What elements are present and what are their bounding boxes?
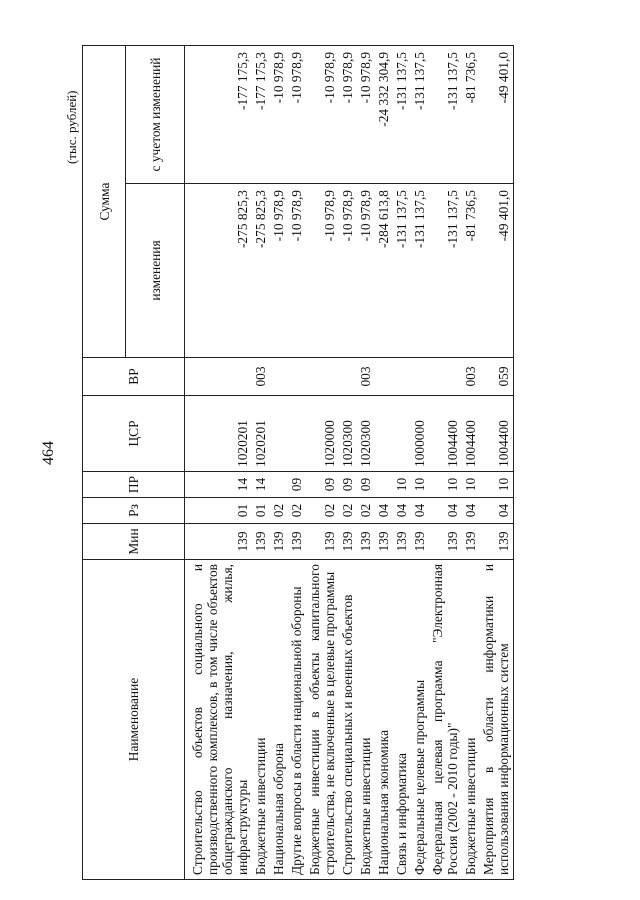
row-rz-cell: 01 [189,498,252,524]
row-vr-cell [270,358,288,396]
row-min-cell: 139 [270,524,288,560]
row-min-cell: 139 [411,524,429,560]
row-csr-cell [288,396,306,472]
row-changes-cell: -275 825,3 [189,184,252,358]
header-sum: Сумма [83,45,126,357]
header-name: Наименование [83,560,185,880]
table-row [189,45,252,879]
row-changes-cell: -275 825,3 [252,184,270,358]
row-name-cell: Строительство специальных и военных объектов [339,560,357,880]
row-with-changes-cell: -131 137,5 [393,45,411,183]
row-rz-cell: 02 [270,498,288,524]
row-min-cell: 139 [462,524,480,560]
row-rz-cell: 04 [375,498,393,524]
row-rz-cell: 04 [429,498,462,524]
row-with-changes-cell: -131 137,5 [411,45,429,183]
row-changes-cell: -10 978,9 [339,184,357,358]
row-name-cell: Мероприятия в области информатики и использования информационных систем [480,560,514,880]
row-pr-cell: 09 [306,472,339,498]
row-min-cell: 139 [288,524,306,560]
row-pr-cell: 14 [189,472,252,498]
row-with-changes-cell: -177 175,3 [189,45,252,183]
row-rz-cell: 04 [411,498,429,524]
row-min-cell: 139 [375,524,393,560]
row-pr-cell [270,472,288,498]
row-changes-cell: -10 978,9 [357,184,375,358]
header-rz: Рз [83,498,185,524]
row-name-cell: Национальная оборона [270,560,288,880]
row-name-cell: Бюджетные инвестиции [462,560,480,880]
row-min-cell: 139 [393,524,411,560]
row-min-cell: 139 [357,524,375,560]
row-changes-cell: -81 736,5 [462,184,480,358]
row-csr-cell: 1000000 [411,396,429,472]
row-csr-cell: 1020201 [189,396,252,472]
row-csr-cell: 1004400 [480,396,514,472]
row-pr-cell: 09 [339,472,357,498]
row-min-cell: 139 [306,524,339,560]
row-csr-cell: 1004400 [462,396,480,472]
header-csr: ЦСР [83,396,185,472]
row-name-cell: Бюджетные инвестиции в объекты капитального строительства, не включенные в целевые программы [306,560,339,880]
row-changes-cell: -284 613,8 [375,184,393,358]
units-label: (тыс. рублей) [64,90,79,164]
row-rz-cell: 04 [393,498,411,524]
row-with-changes-cell: -10 978,9 [306,45,339,183]
row-name-cell: Связь и информатика [393,560,411,880]
row-changes-cell: -10 978,9 [270,184,288,358]
row-with-changes-cell: -10 978,9 [339,45,357,183]
table-row [306,45,339,879]
row-with-changes-cell: -49 401,0 [480,45,514,183]
table-row [252,45,270,879]
row-min-cell: 139 [429,524,462,560]
row-name-cell: Строительство объектов социального и производственного комплексов, в том числе объектов общегражданского назначения, жилья, инфраструктуры [189,560,252,880]
row-pr-cell: 10 [462,472,480,498]
row-min-cell: 139 [252,524,270,560]
row-name-cell: Федеральные целевые программы [411,560,429,880]
page-number: 464 [40,441,57,465]
row-csr-cell: 1020000 [306,396,339,472]
row-vr-cell [189,358,252,396]
row-pr-cell: 10 [411,472,429,498]
row-min-cell: 139 [339,524,357,560]
table-row [480,45,514,879]
row-with-changes-cell: -81 736,5 [462,45,480,183]
table-row [411,45,429,879]
table-row [339,45,357,879]
row-pr-cell: 14 [252,472,270,498]
row-rz-cell: 04 [480,498,514,524]
row-changes-cell: -131 137,5 [393,184,411,358]
budget-table [82,45,514,880]
table-row [429,45,462,879]
row-csr-cell [270,396,288,472]
row-pr-cell: 10 [393,472,411,498]
row-rz-cell: 04 [462,498,480,524]
row-name-cell: Другие вопросы в области национальной обороны [288,560,306,880]
row-min-cell: 139 [189,524,252,560]
row-vr-cell: 003 [357,358,375,396]
row-pr-cell: 10 [429,472,462,498]
table-row [375,45,393,879]
row-rz-cell: 02 [288,498,306,524]
row-name-cell: Бюджетные инвестиции [357,560,375,880]
row-name-cell: Бюджетные инвестиции [252,560,270,880]
header-changes: изменения [126,184,185,358]
row-csr-cell [375,396,393,472]
row-vr-cell [339,358,357,396]
table-row [393,45,411,879]
row-vr-cell [288,358,306,396]
row-pr-cell: 10 [480,472,514,498]
row-name-cell: Национальная экономика [375,560,393,880]
header-min: Мин [83,524,185,560]
header-with-changes: с учетом изменений [126,45,185,183]
row-csr-cell: 1004400 [429,396,462,472]
table-row [270,45,288,879]
row-vr-cell: 003 [252,358,270,396]
row-csr-cell [393,396,411,472]
row-with-changes-cell: -131 137,5 [429,45,462,183]
row-vr-cell [429,358,462,396]
row-with-changes-cell: -10 978,9 [288,45,306,183]
row-rz-cell: 02 [306,498,339,524]
table-row [462,45,480,879]
row-changes-cell: -131 137,5 [411,184,429,358]
row-name-cell: Федеральная целевая программа "Электронная Россия (2002 - 2010 годы)" [429,560,462,880]
row-with-changes-cell: -10 978,9 [270,45,288,183]
row-pr-cell: 09 [288,472,306,498]
table-row [357,45,375,879]
header-vr: ВР [83,358,185,396]
row-vr-cell [306,358,339,396]
row-rz-cell: 02 [357,498,375,524]
row-pr-cell [375,472,393,498]
row-vr-cell: 003 [462,358,480,396]
table-row [288,45,306,879]
row-vr-cell [393,358,411,396]
row-csr-cell: 1020201 [252,396,270,472]
row-pr-cell: 09 [357,472,375,498]
row-rz-cell: 02 [339,498,357,524]
row-changes-cell: -131 137,5 [429,184,462,358]
row-vr-cell [375,358,393,396]
row-min-cell: 139 [480,524,514,560]
row-changes-cell: -10 978,9 [288,184,306,358]
row-changes-cell: -49 401,0 [480,184,514,358]
row-changes-cell: -10 978,9 [306,184,339,358]
row-csr-cell: 1020300 [357,396,375,472]
row-with-changes-cell: -177 175,3 [252,45,270,183]
row-with-changes-cell: -10 978,9 [357,45,375,183]
row-csr-cell: 1020300 [339,396,357,472]
row-vr-cell [411,358,429,396]
row-rz-cell: 01 [252,498,270,524]
row-with-changes-cell: -24 332 304,9 [375,45,393,183]
row-vr-cell: 059 [480,358,514,396]
header-pr: ПР [83,472,185,498]
